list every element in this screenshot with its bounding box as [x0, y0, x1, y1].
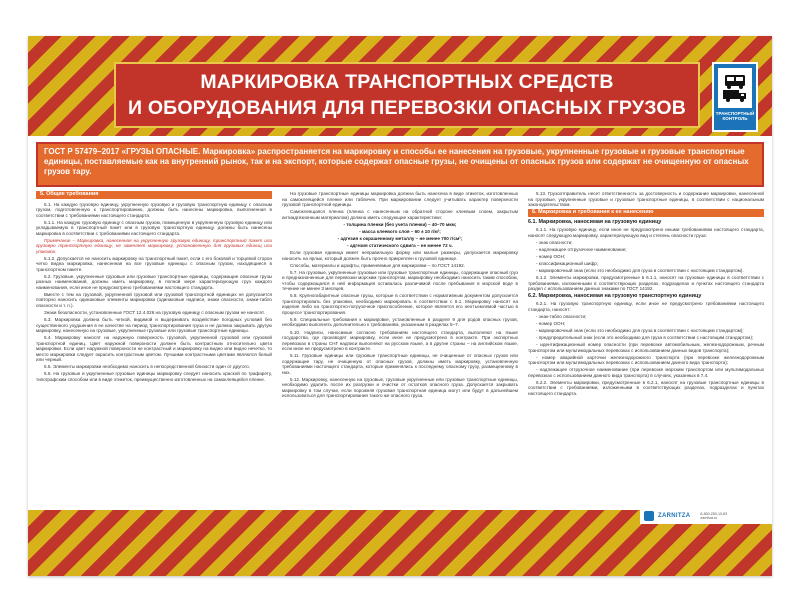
list-item: - маркировочный знак (если это необходимо для груза в соответствии с настоящим стандартом);: [536, 327, 744, 333]
poster: [28, 36, 772, 576]
logo-icon: [644, 511, 654, 521]
spec-item: - толщина пленки (без учета пленки) – 40–70 мкм;: [343, 221, 457, 227]
subheading-6-2: 6.2. Маркировка, наносимая на грузовую транспортную единицу: [528, 292, 702, 299]
transport-control-sign: [712, 62, 758, 132]
note-paragraph: Примечание – Маркировка, нанесенная на укрупненную грузовую единицу, транспортный пакет или грузовую транспортную единицу, не заменяет маркировку, установленную для грузовых единиц или упаковок.: [36, 237, 272, 254]
publisher-contacts: 8-800-250-10-83 zarnitza.ru: [700, 511, 728, 520]
paragraph: 5.5. Элементы маркировки необходимо наносить в непосредственной близости один от другого.: [44, 364, 250, 370]
title-line-2: И ОБОРУДОВАНИЯ ДЛЯ ПЕРЕВОЗКИ ОПАСНЫХ ГРУЗОВ: [127, 97, 687, 119]
paragraph: 5.9. Специальные требования к маркировке, установленные в разделе 9 для родов опасных грузов, необходимо выполнять дополнительно к требованиям, указанным в разделах 5–7.: [282, 316, 518, 328]
paragraph: Если грузовая единица имеет неправильную форму или малые размеры, допускается маркировку наносить на ярлык, который должен быть прочно прикреплен к грузовой единице.: [282, 250, 518, 261]
list-item: - номер ООН;: [536, 253, 566, 259]
paragraph: 5.7. На грузовые, укрупненные грузовые или грузовые транспортные единицы, содержащие опасный груз и предназначенные для перевозки морским транспортом, маркировку необходимо наносить таким способом, чтобы содержащаяся в ней информация оставалась различимой после пребывания в морской воде в течение не менее 3 месяцев.: [282, 269, 518, 292]
paragraph: Самоклеящаяся пленка (пленка с нанесенным на обратной стороне клеевым слоем, закрытым антиадгезионным материалом) должна иметь следующие характеристики:: [282, 209, 518, 220]
column-3: [528, 191, 764, 509]
paragraph: На грузовые транспортные единицы маркировка должна быть нанесена в виде этикеток, изготовленных на самоклеящейся пленке или табличек. При маркировании следует учитывать характер поверхности грузовой транспортной единицы.: [282, 191, 518, 207]
list-item: - маркировочный знак (если это необходимо для груза в соответствии с настоящим стандартом).: [536, 268, 744, 274]
gost-intro: ГОСТ Р 57479–2017 «ГРУЗЫ ОПАСНЫЕ. Маркировка» распространяется на маркировку и способы ее нанесения на грузовые, укрупненные грузовые и грузовые транспортные единицы, поставляемые как на внутренний рынок, так и на экспорт, которые содержат опасные грузы, не очищены от опасных грузов или содержат не очищенную от опасных грузов тару.: [36, 142, 764, 187]
spec-item: - адгезия к окрашенному металлу – не менее 700 г/см²;: [337, 235, 463, 241]
paragraph: 5.8. Крупногабаритные опасные грузы, которые в соответствии с нормативным документом допускается транспортировать без упаковки, необходимо маркировать в соответствии с 6.1. Маркировку наносят на изделие либо на транспортно-погрузочное приспособление, которое является его неотъемлемой частью в процессе транспортирования.: [282, 293, 518, 315]
paragraph: 5.13. Грузоотправитель несет ответственность за достоверность и содержание маркировки, нанесенной на грузовые, укрупненные грузовые и грузовые транспортные единицы, в соответствии с национальным законодательством.: [528, 191, 764, 207]
list-item: - знак-табло опасности;: [536, 313, 587, 319]
paragraph: 5.1.1. На каждую грузовую единицу с опасным грузом, помещенную в укрупненную грузовую единицу или укладываемую в транспортный пакет или в грузовую транспортную единицу, должны быть нанесены маркировка в соответствии с требованиями настоящего стандарта.: [36, 219, 272, 236]
spec-item: - адгезия статического сдвига – не менее 72 ч.: [347, 242, 453, 248]
paragraph: 6.1.2. Элементы маркировки, предусмотренные в 6.1.1, наносят на грузовые единицы в соответствии с требованиями, изложенными в соответствующих разделах, подразделах и пунктах настоящего стандарта раздел с использованием данных знаками по ГОСТ 14192.: [528, 275, 764, 292]
subheading-6-1: 6.1. Маркировка, наносимая на грузовую единицу: [528, 218, 662, 225]
column-2: [282, 191, 518, 509]
title-panel: [114, 62, 700, 128]
section-heading-5: 5. Общие требования: [36, 191, 272, 199]
truck-icon: [721, 72, 749, 104]
title-line-1: МАРКИРОВКА ТРАНСПОРТНЫХ СРЕДСТВ: [200, 71, 614, 93]
paragraph: 5.2. Грузовые, укрупненные грузовые или грузовые транспортные единицы, содержащие опасные грузы разных наименований, должны иметь маркировку, в полной мере характеризующую груз каждого наименования, если иное не предусмотрено требованиями настоящего стандарта.: [36, 273, 272, 290]
paragraph: Знаки безопасности, установленные ГОСТ 12.4.026 на грузовую единицу с опасным грузом не наносят.: [44, 310, 265, 316]
paragraph: 5.4. Маркировку наносят на наружную поверхность грузовой, укрупненной грузовой или грузовой транспортной единиц. Цвет наружной поверхности должен быть контрастным относительно цвета маркировки. Если цвет наружной поверхности не контрастный и маркировку на видно или видно нечетко, то место маркировки следует окрасить контрастным цветом. Лучшими контрастными цветами являются белый или черный.: [36, 335, 272, 363]
paragraph: Вместе с тем на грузовой, укрупненной грузовой или грузовой транспортной единицах не допускается повторно наносить одинаковые элементы маркировки (одинаковые надписи, знаки опасности, знаки-табло опасности и т. п.).: [36, 291, 272, 308]
paragraph: 6.2.1. На грузовую транспортную единицу, если иное не предусмотрено требованиями настоящего стандарта, наносят:: [528, 301, 764, 312]
sign-label: ТРАНСПОРТНЫЙ КОНТРОЛЬ: [715, 111, 755, 121]
paragraph: 5.11. Грузовые единицы или грузовые транспортные единицы, не очищенные от опасных грузов или содержащие тару, не очищенную от опасных грузов, должны иметь маркировку, установленную требованиями настоящего стандарта, которые применялись к последнему опасному грузу, размещенному в них.: [282, 353, 518, 375]
logo-text: ZARNITZA: [658, 513, 691, 519]
paragraph: 5.12. Маркировку, нанесенную на грузовые, грузовые укрупненные или грузовые транспортные единицы, необходимо удалить после их разгрузки и очистки от остатков опасного груза. Допускается закрывать маркировку в том случае, если порожняя грузовая транспортная единица могут или будут в дальнейшем использоваться для транспортирования такого же опасного груза.: [282, 376, 518, 399]
list-item: - классификационный шифр;: [536, 260, 599, 266]
paragraph: 5.3. Маркировка должна быть четкой, видимой и выдерживать воздействие погодных условий без существенного ухудшения в ее качестве на период транспортирования груза и не должна закрывать другую маркировку, нанесенную на грузовые, укрупненные грузовые или грузовые транспортные единицы.: [36, 317, 272, 334]
paragraph: 5.1. На каждую грузовую единицу, укрупненную грузовую и грузовую транспортную единицу с опасным грузом, подготовленную к транспортированию, должны быть нанесены маркировка, выполненная в соответствии с требованиями настоящего стандарта.: [36, 201, 272, 218]
paragraph: 6.1.1. На грузовую единицу, если иное не предусмотрено иными требованиями настоящего стандарта, наносят следующую маркировку, характеризующую вид и степень опасности груза:: [528, 227, 764, 238]
column-1: [36, 191, 272, 509]
list-item: - идентификационный номер опасности (при перевозке автомобильным, железнодорожным, речным транспортом или мультимодальных перевозках с использованием данных видов транспорта);: [528, 342, 764, 353]
text-columns: [36, 191, 764, 509]
list-item: - надлежащее отгрузочное наименование (при перевозке морским транспортом или мультимодальных перевозках с использованием данного вида транспорта) в случаях, указанных в 7.4.: [528, 367, 764, 378]
sign-inner: [718, 68, 752, 108]
paragraph: 6.2.2. Элементы маркировки, предусмотренные в 6.2.1, наносят на грузовые транспортные единицы в соответствии с требованиями, изложенными в соответствующих разделах, подразделах и пунктах настоящего стандарта.: [528, 379, 764, 396]
list-item: - надлежащее отгрузочное наименование;: [536, 246, 627, 252]
content-area: [28, 136, 772, 510]
paragraph: 5.6. На грузовые и укрупненные грузовые единицы маркировку следует наносить краской по трафарету, типографским способом или в виде этикеток, преимущественно изготовленных на самоклеящейся пленке.: [36, 371, 272, 382]
section-heading-6: 6. Маркировка и требования к ее нанесению: [528, 209, 764, 217]
paragraph: 5.1.2. Допускается не наносить маркировку на транспортный пакет, если с его боковой и торцевой сторон четко видна маркировка, нанесенная на все грузовые единицы с опасным грузом, находящиеся в транспортном пакете.: [36, 255, 272, 272]
list-item: - номер ООН;: [536, 320, 566, 326]
paragraph: Способы, материалы и шрифты, применяемые для маркировки – по ГОСТ 14192.: [290, 262, 465, 268]
publisher-logo: [640, 508, 772, 524]
paragraph: 5.10. Надписи, наносимые согласно требованиям настоящего стандарта, выполняют на языке государства, где производят маркировку, если иное не предусмотрено в контракте. При экспортных перевозках в страны СНГ надписи выполняют на русском языке, а в другие страны – на английском языке, если иное не предусмотрено в контракте.: [282, 329, 518, 352]
list-item: - номер аварийной карточки железнодорожного транспорта (при перевозке железнодорожным транспортом или мультимодальных перевозках с использованием данного вида транспорта);: [528, 354, 764, 366]
spec-item: - масса клеевого слоя – 60 ± 10 г/м²;: [359, 228, 441, 234]
list-item: - предупредительный знак (если это необходимо для груза в соответствии с настоящим стандартом);: [536, 335, 754, 341]
list-item: - знак опасности;: [536, 239, 573, 245]
